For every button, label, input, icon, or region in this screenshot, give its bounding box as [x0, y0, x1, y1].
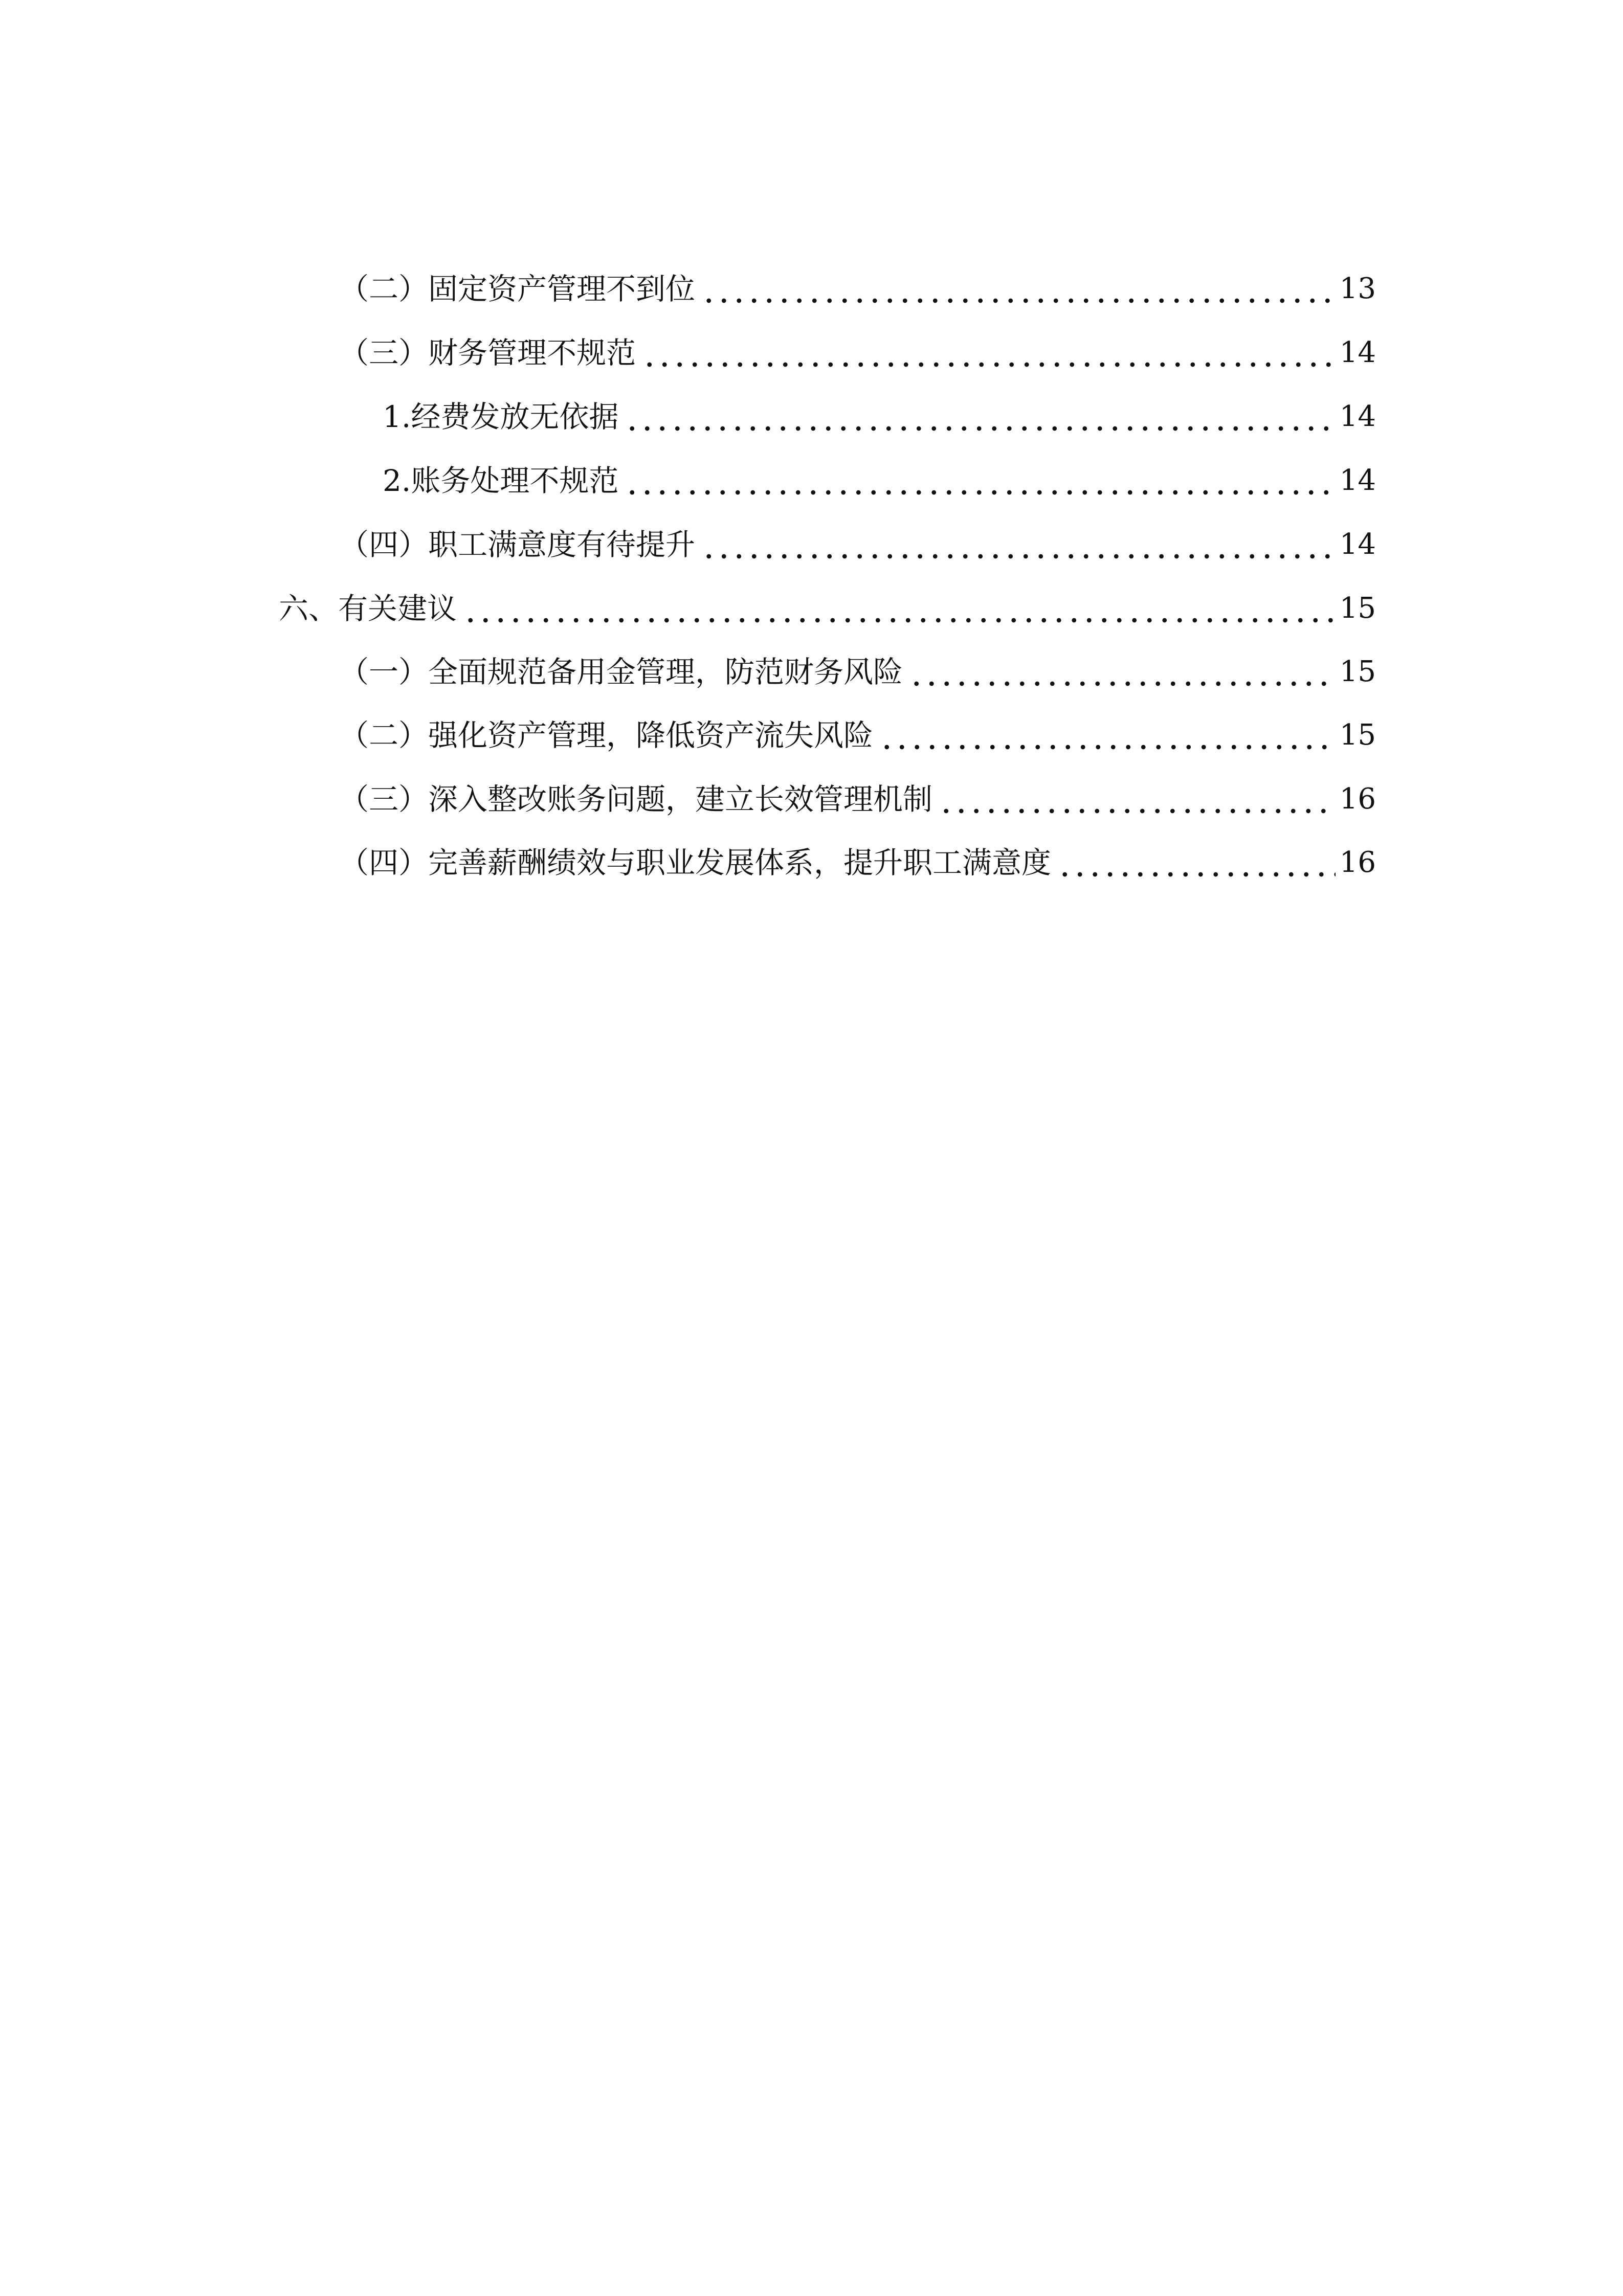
toc-entry-page: 14 [1339, 400, 1376, 433]
toc-entry-page: 13 [1339, 272, 1376, 305]
toc-entry-page: 15 [1339, 592, 1376, 625]
toc-entry-label: （三）深入整改账务问题，建立长效管理机制 [339, 782, 933, 817]
dot-leader [642, 327, 1336, 378]
toc-entry-page: 14 [1339, 464, 1376, 497]
dot-leader [909, 646, 1336, 697]
toc-entry-page: 15 [1339, 718, 1376, 752]
toc-entry[interactable] [383, 391, 1376, 442]
toc-entry[interactable] [279, 583, 1376, 634]
dot-leader [625, 391, 1335, 442]
toc-entry[interactable] [339, 519, 1376, 570]
toc-entry[interactable] [383, 455, 1376, 506]
dot-leader [701, 263, 1336, 314]
toc-entry[interactable] [339, 837, 1376, 888]
toc-entry[interactable] [339, 327, 1376, 378]
toc-entry-label: （三）财务管理不规范 [339, 335, 636, 370]
toc-entry-page: 16 [1339, 846, 1376, 879]
toc-entry-page: 16 [1339, 782, 1376, 816]
toc-entry[interactable] [339, 710, 1376, 761]
toc-entry-page: 14 [1339, 336, 1376, 369]
toc-entry-label: 1.经费发放无依据 [383, 399, 619, 434]
dot-leader [1057, 837, 1336, 888]
dot-leader [625, 455, 1335, 506]
toc-entry[interactable] [339, 774, 1376, 825]
toc-entry[interactable] [339, 646, 1376, 697]
toc-entry-label: 2.账务处理不规范 [383, 463, 619, 498]
toc-entry-label: （一）全面规范备用金管理，防范财务风险 [339, 655, 903, 689]
dot-leader [879, 710, 1336, 761]
toc-entry-label: （四）完善薪酬绩效与职业发展体系，提升职工满意度 [339, 845, 1052, 880]
dot-leader [939, 774, 1336, 825]
toc-entry-page: 14 [1339, 528, 1376, 561]
toc-entry-label: （四）职工满意度有待提升 [339, 527, 696, 562]
toc-entry-page: 15 [1339, 655, 1376, 688]
dot-leader [463, 583, 1336, 634]
toc-entry[interactable] [339, 263, 1376, 314]
dot-leader [701, 519, 1336, 570]
toc-entry-label: （二）固定资产管理不到位 [339, 272, 696, 306]
toc-entry-label: （二）强化资产管理，降低资产流失风险 [339, 718, 874, 753]
toc-entry-label: 六、有关建议 [279, 591, 457, 626]
